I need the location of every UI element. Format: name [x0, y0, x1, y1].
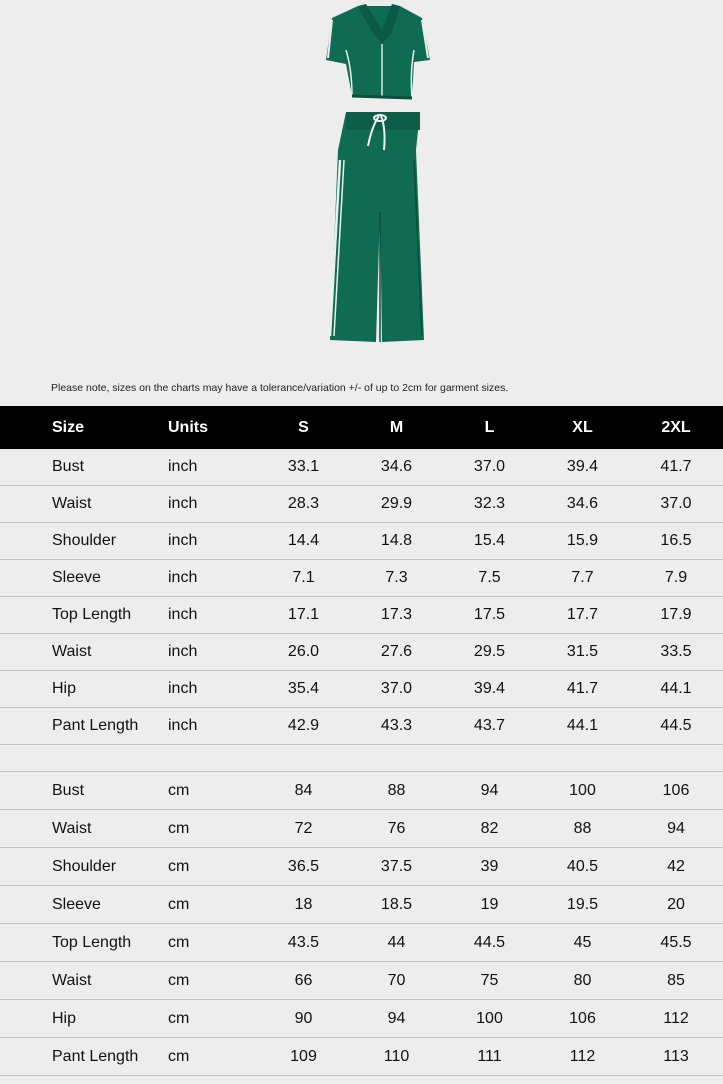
measurement-value: 39 — [443, 848, 536, 886]
spacer-cell — [0, 745, 723, 772]
measurement-value: 17.7 — [536, 597, 629, 634]
measurement-value: 34.6 — [350, 449, 443, 486]
product-image — [0, 0, 723, 380]
measurement-value: 44.1 — [629, 671, 723, 708]
table-row — [0, 708, 723, 745]
spacer-row — [0, 745, 723, 772]
size-chart-table — [0, 406, 723, 1076]
measurement-name: Top Length — [0, 924, 162, 962]
measurement-value: 90 — [257, 1000, 350, 1038]
measurement-value: 19 — [443, 886, 536, 924]
measurement-value: 40.5 — [536, 848, 629, 886]
measurement-value: 42 — [629, 848, 723, 886]
table-row — [0, 1038, 723, 1076]
measurement-value: 43.7 — [443, 708, 536, 745]
measurement-unit: cm — [162, 886, 257, 924]
measurement-value: 42.9 — [257, 708, 350, 745]
measurement-unit: cm — [162, 848, 257, 886]
measurement-value: 7.7 — [536, 560, 629, 597]
measurement-value: 66 — [257, 962, 350, 1000]
measurement-unit: inch — [162, 671, 257, 708]
measurement-unit: inch — [162, 486, 257, 523]
measurement-unit: cm — [162, 1038, 257, 1076]
measurement-unit: inch — [162, 523, 257, 560]
header-units: Units — [162, 406, 257, 449]
header-row — [0, 406, 723, 449]
measurement-value: 44.1 — [536, 708, 629, 745]
measurement-value: 45.5 — [629, 924, 723, 962]
table-row — [0, 848, 723, 886]
measurement-value: 17.1 — [257, 597, 350, 634]
measurement-value: 39.4 — [443, 671, 536, 708]
measurement-value: 88 — [350, 772, 443, 810]
measurement-value: 17.9 — [629, 597, 723, 634]
measurement-value: 113 — [629, 1038, 723, 1076]
table-row — [0, 810, 723, 848]
header-s: S — [257, 406, 350, 449]
measurement-name: Sleeve — [0, 886, 162, 924]
measurement-value: 7.5 — [443, 560, 536, 597]
measurement-value: 33.5 — [629, 634, 723, 671]
header-2xl: 2XL — [629, 406, 723, 449]
table-row — [0, 634, 723, 671]
measurement-value: 19.5 — [536, 886, 629, 924]
measurement-value: 112 — [536, 1038, 629, 1076]
measurement-value: 18 — [257, 886, 350, 924]
measurement-value: 100 — [443, 1000, 536, 1038]
measurement-unit: cm — [162, 962, 257, 1000]
measurement-name: Bust — [0, 772, 162, 810]
measurement-unit: cm — [162, 1000, 257, 1038]
size-chart-body — [0, 449, 723, 1076]
table-row — [0, 597, 723, 634]
size-chart-header — [0, 406, 723, 449]
measurement-name: Pant Length — [0, 1038, 162, 1076]
measurement-value: 7.9 — [629, 560, 723, 597]
measurement-value: 72 — [257, 810, 350, 848]
measurement-value: 7.1 — [257, 560, 350, 597]
measurement-value: 32.3 — [443, 486, 536, 523]
measurement-value: 70 — [350, 962, 443, 1000]
table-row — [0, 924, 723, 962]
table-row — [0, 523, 723, 560]
measurement-value: 31.5 — [536, 634, 629, 671]
table-row — [0, 772, 723, 810]
measurement-value: 15.4 — [443, 523, 536, 560]
measurement-name: Hip — [0, 1000, 162, 1038]
measurement-value: 36.5 — [257, 848, 350, 886]
measurement-value: 28.3 — [257, 486, 350, 523]
measurement-value: 17.3 — [350, 597, 443, 634]
measurement-value: 100 — [536, 772, 629, 810]
measurement-value: 29.5 — [443, 634, 536, 671]
measurement-value: 80 — [536, 962, 629, 1000]
measurement-name: Sleeve — [0, 560, 162, 597]
header-m: M — [350, 406, 443, 449]
measurement-value: 34.6 — [536, 486, 629, 523]
measurement-value: 44.5 — [629, 708, 723, 745]
measurement-value: 29.9 — [350, 486, 443, 523]
measurement-value: 44 — [350, 924, 443, 962]
measurement-value: 26.0 — [257, 634, 350, 671]
header-size: Size — [0, 406, 162, 449]
measurement-name: Waist — [0, 810, 162, 848]
measurement-value: 106 — [536, 1000, 629, 1038]
measurement-value: 35.4 — [257, 671, 350, 708]
measurement-value: 112 — [629, 1000, 723, 1038]
measurement-value: 94 — [629, 810, 723, 848]
header-xl: XL — [536, 406, 629, 449]
measurement-value: 88 — [536, 810, 629, 848]
measurement-name: Pant Length — [0, 708, 162, 745]
measurement-value: 15.9 — [536, 523, 629, 560]
measurement-value: 37.0 — [443, 449, 536, 486]
measurement-unit: inch — [162, 449, 257, 486]
measurement-value: 7.3 — [350, 560, 443, 597]
measurement-value: 75 — [443, 962, 536, 1000]
measurement-value: 82 — [443, 810, 536, 848]
measurement-name: Waist — [0, 486, 162, 523]
measurement-value: 37.0 — [350, 671, 443, 708]
table-row — [0, 1000, 723, 1038]
table-row — [0, 486, 723, 523]
table-row — [0, 671, 723, 708]
measurement-value: 43.5 — [257, 924, 350, 962]
measurement-value: 33.1 — [257, 449, 350, 486]
measurement-value: 14.8 — [350, 523, 443, 560]
measurement-value: 27.6 — [350, 634, 443, 671]
measurement-value: 14.4 — [257, 523, 350, 560]
measurement-value: 39.4 — [536, 449, 629, 486]
measurement-value: 109 — [257, 1038, 350, 1076]
measurement-value: 17.5 — [443, 597, 536, 634]
measurement-unit: cm — [162, 810, 257, 848]
measurement-name: Waist — [0, 634, 162, 671]
measurement-value: 76 — [350, 810, 443, 848]
measurement-value: 111 — [443, 1038, 536, 1076]
measurement-value: 18.5 — [350, 886, 443, 924]
table-row — [0, 886, 723, 924]
measurement-value: 45 — [536, 924, 629, 962]
measurement-unit: inch — [162, 597, 257, 634]
measurement-value: 85 — [629, 962, 723, 1000]
size-tolerance-note: Please note, sizes on the charts may have a tolerance/variation +/- of up to 2cm for garment sizes. — [51, 382, 509, 394]
measurement-unit: cm — [162, 924, 257, 962]
measurement-value: 94 — [443, 772, 536, 810]
measurement-value: 43.3 — [350, 708, 443, 745]
measurement-value: 94 — [350, 1000, 443, 1038]
measurement-unit: inch — [162, 560, 257, 597]
measurement-value: 37.0 — [629, 486, 723, 523]
wide-leg-pants-illustration — [330, 112, 424, 342]
measurement-value: 110 — [350, 1038, 443, 1076]
measurement-value: 16.5 — [629, 523, 723, 560]
measurement-value: 106 — [629, 772, 723, 810]
measurement-name: Hip — [0, 671, 162, 708]
measurement-unit: inch — [162, 708, 257, 745]
measurement-value: 44.5 — [443, 924, 536, 962]
measurement-value: 20 — [629, 886, 723, 924]
measurement-name: Shoulder — [0, 848, 162, 886]
table-row — [0, 560, 723, 597]
measurement-name: Waist — [0, 962, 162, 1000]
table-row — [0, 449, 723, 486]
measurement-name: Bust — [0, 449, 162, 486]
measurement-unit: cm — [162, 772, 257, 810]
table-row — [0, 962, 723, 1000]
measurement-value: 41.7 — [536, 671, 629, 708]
measurement-value: 37.5 — [350, 848, 443, 886]
measurement-unit: inch — [162, 634, 257, 671]
measurement-value: 84 — [257, 772, 350, 810]
header-l: L — [443, 406, 536, 449]
measurement-name: Shoulder — [0, 523, 162, 560]
crop-top-illustration — [326, 4, 430, 98]
measurement-name: Top Length — [0, 597, 162, 634]
measurement-value: 41.7 — [629, 449, 723, 486]
